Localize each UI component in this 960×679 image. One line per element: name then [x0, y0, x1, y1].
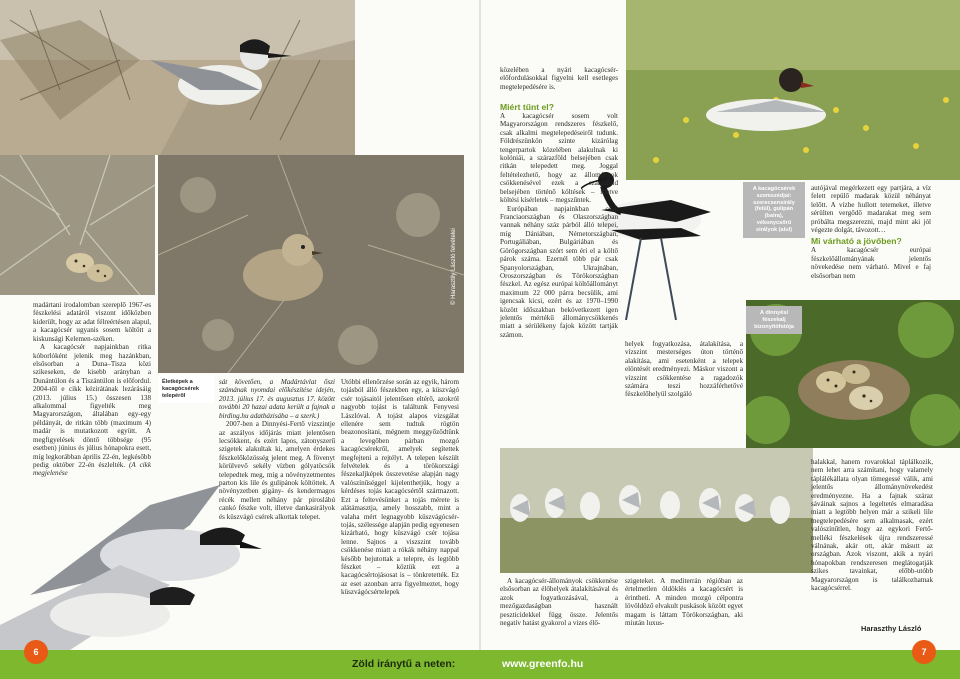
right-bottom2-para: szigeteket. A mediterrán régióban az értelmetlen öldöklés a kacagócsért is érintheti. A minden mozgó célpontra lövöldöző elvakult puskások között egyet magam is láttam Törökországban, aki miután luxus- [625, 577, 743, 628]
heading-miert: Miért tűnt el? [500, 102, 554, 112]
right-bottom3-para: halakkal, hanem rovarokkal táplálkozik, nem lehet arra számítani, hogy valamely táplálékállata olyan tömegessé válik, ami jelentős állománynövekedést eredményezne. Ha a fajnak száraz sáváinak sajnos a legeltetés elmaradása miatt a legtöbb helyen már a szikeli lile megtelepedésére sem alkalmasak, ezért valószínűtlen, hogy az egykori Fertő-melléki fészkelések újra rendszeressé válnának, akár ott, akár másutt az országban. Azok viszont, akik a nyári hónapokban rendszeresen meglátogatják szikes tavainkat, előbb-utóbb Magyarországon is találkozhatnak kacagócsérrel. [811, 458, 933, 593]
colony-caption [158, 375, 214, 403]
left-col1-para1: madártani irodalomban szereplő 1967-es fészkelési adatáról viszont időközben kiderült, hogy az adat félreértésen alapul, a kacagócsér ugyanis sosem költött a kiskunsági Kelemen-széken. [33, 301, 151, 343]
right-col-mid [625, 340, 743, 399]
gull-colony-photo [500, 448, 813, 573]
right-col-main [500, 100, 618, 339]
tern-nest-photo [0, 0, 355, 155]
right-right-para2: A kacagócsér európai fészkelőállományának jelentős növekedése nem várható. Mivel e faj elsősorban nem [811, 246, 931, 280]
right-col-right [811, 184, 931, 280]
right-main-para1: A kacagócsér sosem volt Magyarországon rendszeres fészkelő, csak alkalmi megtelepedéseiről tudunk. Földrészünkön szinte kizárólag tengerpartok közelében alakulnak ki kolóniái, a szárazföld belsejében csak ritkán telepedett meg. Joggal feltételezhető, hogy az állományok csökkenésével ezek a szárazföld belsejében történő költések – illetve költési kísérletek – megszűntek. [500, 112, 618, 205]
footer-tagline: Zöld iránytű a neten: [352, 658, 456, 670]
right-bottom-col-3 [811, 458, 933, 593]
right-bottom-col-1 [500, 577, 618, 628]
right-mid-para: helyek fogyatkozása, átalakítása, a vízszint mesterséges úton történő alakítása, ami esetenként a telepek elöntését eredményezi. Máskor viszont a vízszint csökkentése a ragadozók számára teszi hozzáférhetővé fészkelőhelyül szolgáló [625, 340, 743, 399]
right-main-para2: Európában napjainkban csak Franciaországban és Olaszországban vannak néhány száz párból álló telepei, míg Dániában, Németországban, Portugáliában, Bulgáriában és Görögországban szórt sem éri el a költő párok száma. Ezernél több pár csak Spanyolországban, Ukrajnában, Oroszországban és Törökországban fészkel. Az egész európai költőállományt maximum 22 000 párra becsülik, ami igencsak kicsi, ezért és az 1970–1990 között időszakban bekövetkezett igen jelentős mértékű állománycsökkenés miatt a sérülékeny fajok között tartják számon. [500, 204, 618, 339]
right-intro [500, 66, 618, 91]
footer-url-link[interactable]: www.greenfo.hu [502, 658, 584, 670]
heading-mi-varhato: Mi várható a jövőben? [811, 236, 902, 247]
clutch-caption [746, 306, 802, 334]
page-number-right: 7 [912, 640, 936, 664]
colony-caption-text: Életképek a kacagócsérek telepéről [162, 379, 200, 399]
left-col1-italic-tail: (A cikk megjelenése [33, 460, 151, 478]
left-col3-italic: sát követően, a Madártávlat őszi számának nyomdai előkészítése idején, 2013. július 17. és augusztus 17. között további 20 hazai adata került a fajnak a birding.hu adatbázisába – a szerk.) [219, 378, 335, 420]
right-intro-text: közelében a nyári kacagócsér-előfordulásokkal figyelni kell esetleges megtelepedésére is. [500, 66, 618, 91]
right-page [481, 0, 960, 650]
left-col3-para: 2007-ben a Dinnyési-Fertő vizszintje az aszályos időjárás miatt jelentősen lecsökkent, és ezért lapos, zátonyszerű szigetek alakultak ki, amelyen érdekes fészkelőközösség jelent meg. A fövenyt körülvevő sekély vízben gólyatöcsök telepedtek meg, míg a növényzetmentes parton kis lile és gulipánok költöttek. A növényzetben gigány- és kendermagos récék mellett néhány pár piroslábú cankó fészke volt, illetve dankasirályok és küszvágó csérek alkottak telepet. [219, 420, 335, 521]
left-col-3 [219, 378, 335, 521]
left-col1-para2 [33, 343, 151, 478]
left-col-1 [33, 301, 151, 478]
tern-chick-photo [158, 155, 464, 373]
left-page [0, 0, 479, 650]
neighbours-caption-text: A kacagócsérek szomszédjai: szerecsensirály (felül), gulipán (balra), vékonycsőrű sirályok (alul) [752, 186, 796, 233]
author-signature: Haraszthy László [861, 624, 922, 633]
left-col-4 [341, 378, 459, 597]
neighbours-caption [743, 182, 805, 238]
left-col4-para: Utóbbi ellenőrzése során az egyik, három tojásból álló fészekben egy, a küszvágó csér tojásaitól jelentősen eltérő, azokról nagyobb tojást is találtunk Fenyvesi Lászlóval. A tojást alapos vizsgálat ellenére sem tudtuk rögtön beazonosítani, mégnem meggyőződtünk a levegőben párban mozgó kacagócsérekről, amelyek segítettek megfejteni a rejtélyt. A telepen készült felvételek és a törökországi fészekaljképek összevetése alapján nagy valószínűséggel kijelenthetjük, hogy a kérdéses tojás kacagócsértől származott. Ezt a feltevésünket a tojás mérete is alátámasztja, amely hosszabb, mint a valaha mért legnagyobb küszvágócsér-tojás, szélessége alapján pedig egyenesen kizárható, hogy küszvágó csér tojása lenne. Sajnos a viszszint tovább csökkenése miatt a rókák néhány nappal később bejutottak a telepre, és legtöbb fészket – köztük ezt a kacagócsértojásosat is – tönkretették. Ez az eset azonban arra figyelmeztet, hogy küszvágócsértelepek [341, 378, 459, 597]
eggs-nest-photo [0, 155, 155, 295]
right-bottom1-para: A kacagócsér-állományok csökkenése elsősorban az élőhelyek átalakításával és azok fogyatkozásával, a mezőgazdaságban használt peszticidekkel függ össze. Jelentős negatív hatást gyakorol a vizes élő- [500, 577, 618, 628]
photo-credit: © Harasztily László felvételei [451, 228, 457, 305]
clutch-caption-text: A dinnyési fészekalj bizonyítófotója [754, 310, 794, 330]
right-right-para1: autójával megérkezett egy partjára, a víz felett repülő madarak közül néhányat lelőtt. A vízbe hullott tetemeket, illetve sérülten vergődő madarakat meg sem próbálta megszerezni, majd mint aki jól végezte dolgát, távozott… [811, 184, 931, 235]
left-col1-para2-text: A kacagócsér napjainkban ritka kóborlóként jelenik meg hazánkban, elsősorban a Duna–Tisza közi szikeseken, de kisebb arányban a Dunántúlon és a Tiszántúlon is előfordul. 2004-től e cikk kézirátának lezárásáig (2013. július 15.) összesen 138 alkalommal figyelték meg Magyarországon, általában egy-egy példányát, de ritkán több (maximum 4) madár is mutatkozott együtt. A megfigyelések döntő többsége (95 esetben) június és július hónapokra esett, míg legkorábban április 22-én, legkésőbb pedig október 22-én észlelték. [33, 343, 151, 469]
page-number-left: 6 [24, 640, 48, 664]
right-bottom-col-2 [625, 577, 743, 628]
footer-bar [0, 650, 960, 679]
